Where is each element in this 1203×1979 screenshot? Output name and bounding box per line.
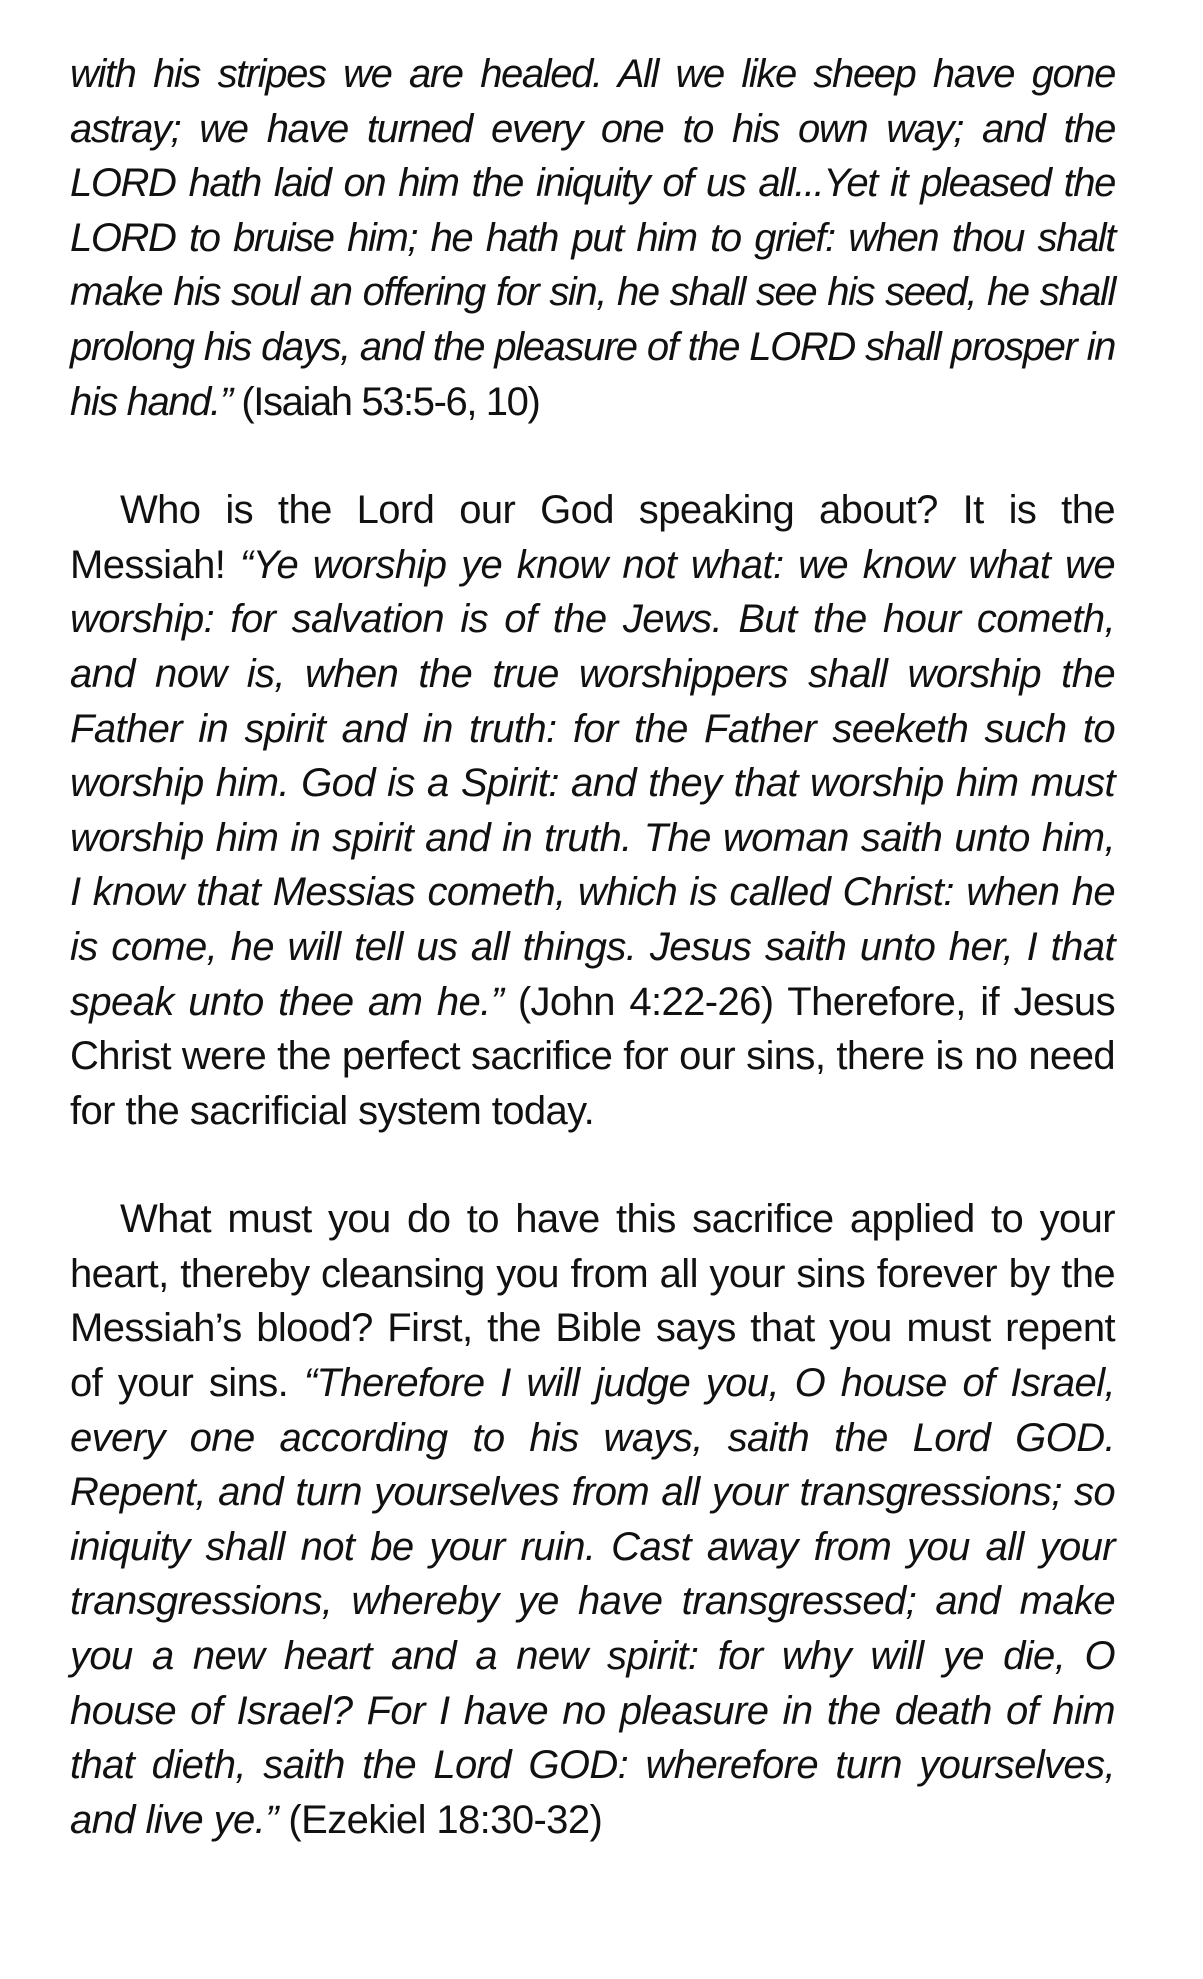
scripture-reference: (Ezekiel 18:30-32) bbox=[277, 1797, 603, 1842]
paragraph-repentance bbox=[70, 1192, 1115, 1847]
body-text: Who is the Lord our God speaking about? It is the Messiah! bbox=[70, 488, 1115, 587]
scripture-reference: (Isaiah 53:5-6, 10) bbox=[231, 379, 540, 424]
document-page bbox=[70, 47, 1115, 1847]
paragraph-isaiah-quote bbox=[70, 47, 1115, 429]
body-text: What must you do to have this sacrifice applied to your heart, thereby cleansing you from all your sins forever by the Messiah’s blood? First, the Bible says that you must repent of your sins. bbox=[70, 1197, 1115, 1406]
scripture-quote-italic: with his stripes we are healed. All we like sheep have gone astray; we have turned every one to his own way; and the LORD hath laid on him the iniquity of us all...Yet it pleased the LORD to bruise him; he hath put him to grief: when thou shalt make his soul an offering for sin, he shall see his seed, he shall prolong his days, and the pleasure of the LORD shall prosper in his hand.” bbox=[70, 52, 1115, 424]
paragraph-messiah bbox=[70, 483, 1115, 1138]
scripture-quote-italic: “Ye worship ye know not what: we know what we worship: for salvation is of the Jews. But the hour cometh, and now is, when the true worshippers shall worship the Father in spirit and in truth: for the Father seeketh such to worship him. God is a Spirit: and they that worship him must worship him in spirit and in truth. The woman saith unto him, I know that Messias cometh, which is called Christ: when he is come, he will tell us all things. Jesus saith unto her, I that speak unto thee am he.” bbox=[70, 542, 1115, 1024]
scripture-quote-italic: “Therefore I will judge you, O house of Israel, every one according to his ways, saith the Lord GOD. Repent, and turn yourselves from all your transgressions; so iniquity shall not be your ruin. Cast away from you all your transgressions, whereby ye have transgressed; and make you a new heart and a new spirit: for why will ye die, O house of Israel? For I have no pleasure in the death of him that dieth, saith the Lord GOD: wherefore turn yourselves, and live ye.” bbox=[70, 1361, 1116, 1842]
body-text-with-reference: (John 4:22-26) Therefore, if Jesus Christ were the perfect sacrifice for our sins, there is no need for the sacrificial system today. bbox=[70, 979, 1115, 1133]
